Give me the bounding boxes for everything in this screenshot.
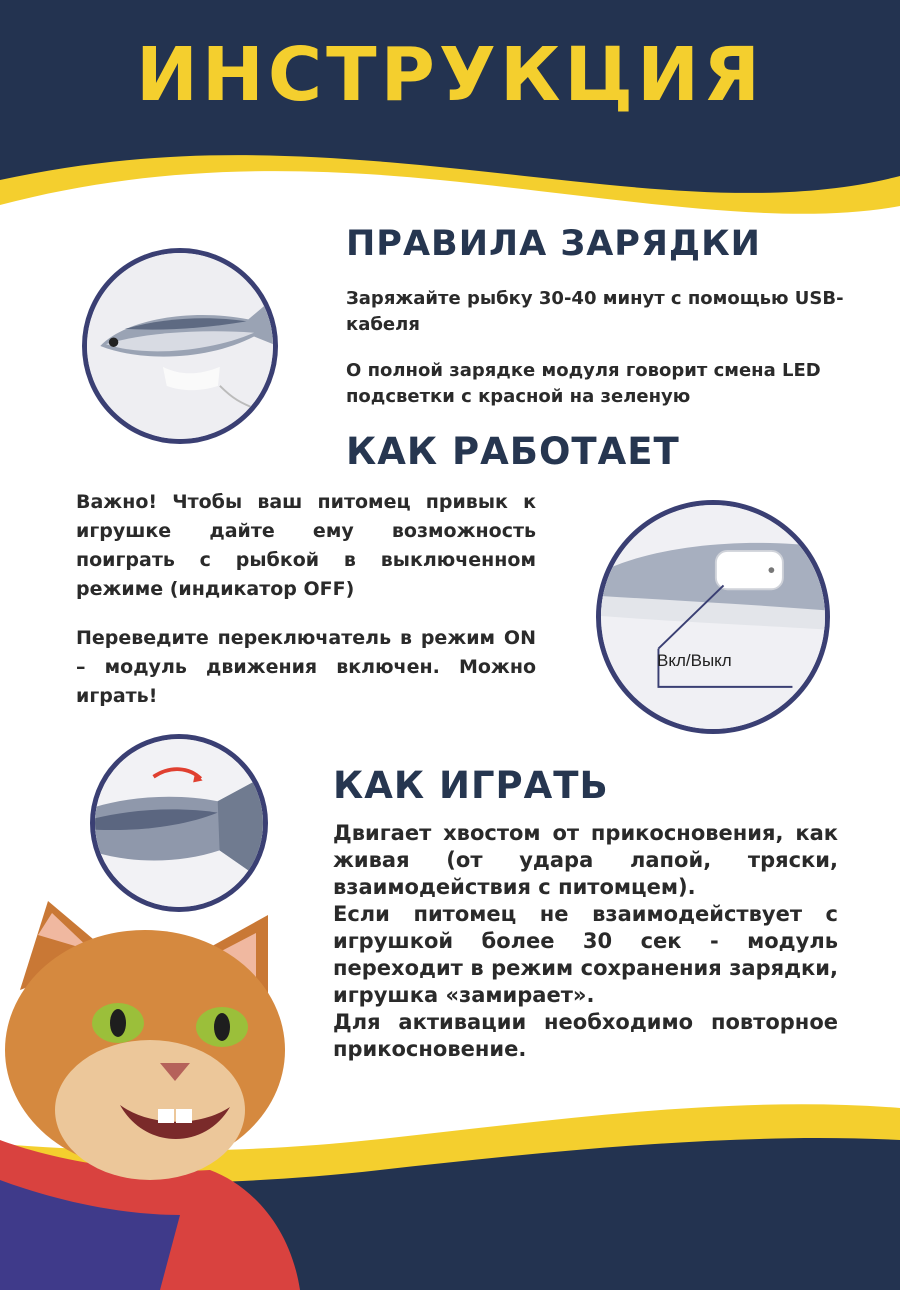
cat-illustration (0, 895, 330, 1290)
how-it-works-heading: КАК РАБОТАЕТ (346, 430, 680, 473)
how-to-play-text-2: Если питомец не взаимодействует с игрушкой более 30 сек - модуль переходит в режим сохранения зарядки, игрушка «замирает». (333, 902, 838, 1007)
switch-label: Вкл/Выкл (657, 651, 732, 670)
how-to-play-text-3: Для активации необходимо повторное прикосновение. (333, 1010, 838, 1061)
how-it-works-text-1: Важно! Чтобы ваш питомец привык к игрушке дайте ему возможность поиграть с рыбкой в выключенном режиме (индикатор OFF) (76, 491, 536, 600)
page-title: ИНСТРУКЦИЯ (136, 32, 764, 118)
fish-switch-image (596, 500, 830, 734)
how-to-play-text-1: Двигает хвостом от прикосновения, как живая (от удара лапой, тряски, взаимодействия с питомцем). (333, 821, 838, 899)
charging-text-1: Заряжайте рыбку 30-40 минут с помощью USB-кабеля (346, 288, 844, 335)
charging-text-2: О полной зарядке модуля говорит смена LED подсветки с красной на зеленую (346, 360, 821, 407)
how-it-works-text-2: Переведите переключатель в режим ON – модуль движения включен. Можно играть! (76, 627, 536, 707)
fish-tail-image (90, 734, 268, 912)
fish-charging-image (82, 248, 278, 444)
charging-heading: ПРАВИЛА ЗАРЯДКИ (346, 224, 761, 264)
how-to-play-heading: КАК ИГРАТЬ (333, 764, 609, 807)
